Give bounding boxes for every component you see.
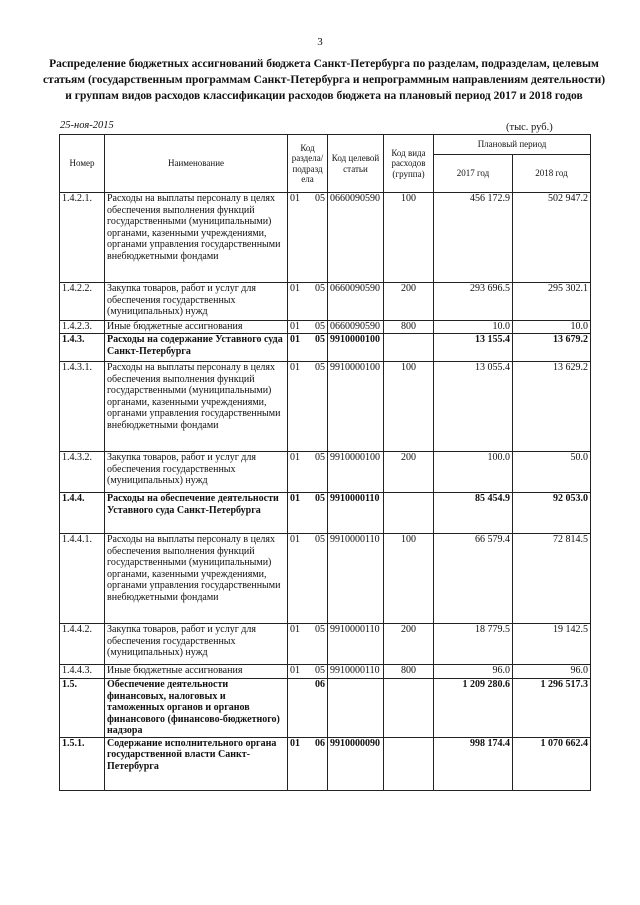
header-cs: Код целевой статьи bbox=[328, 135, 384, 193]
document-date: 25-ноя-2015 bbox=[60, 120, 114, 131]
row-vid: 800 bbox=[384, 321, 434, 334]
table-row bbox=[60, 193, 591, 283]
row-2017: 85 454.9 bbox=[434, 493, 513, 534]
row-2018: 72 814.5 bbox=[513, 534, 591, 624]
row-razdel-code: 01 bbox=[290, 534, 300, 545]
row-number: 1.4.4.3. bbox=[60, 665, 105, 679]
row-razdel-code: 01 bbox=[290, 624, 300, 635]
row-2017: 456 172.9 bbox=[434, 193, 513, 283]
row-razdel bbox=[288, 193, 328, 283]
row-podrazdel-code: 05 bbox=[315, 665, 325, 676]
row-podrazdel-code: 05 bbox=[315, 193, 325, 204]
row-2018: 295 302.1 bbox=[513, 283, 591, 321]
row-2017: 18 779.5 bbox=[434, 624, 513, 665]
row-vid bbox=[384, 679, 434, 738]
row-number: 1.4.4.2. bbox=[60, 624, 105, 665]
row-vid: 100 bbox=[384, 362, 434, 452]
row-vid bbox=[384, 334, 434, 362]
row-2017: 10.0 bbox=[434, 321, 513, 334]
document-title: Распределение бюджетных ассигнований бюджета Санкт-Петербурга по разделам, подразделам, целевым статьям (государственным программам Санкт-Петербурга и непрограммным направлениям деятельности) и группам видов расходов классификации расходов бюджета на плановый период 2017 и 2018 годов bbox=[42, 58, 606, 102]
row-2018: 10.0 bbox=[513, 321, 591, 334]
row-podrazdel-code: 05 bbox=[315, 362, 325, 373]
row-cs: 0660090590 bbox=[328, 283, 384, 321]
row-name: Расходы на выплаты персоналу в целях обеспечения выполнения функций государственными (муниципальными) органами, казенными учреждениями, органами управления государственными внебюджетными фондами bbox=[105, 534, 288, 624]
row-cs: 9910000110 bbox=[328, 534, 384, 624]
row-name: Иные бюджетные ассигнования bbox=[105, 665, 288, 679]
row-razdel-code: 01 bbox=[290, 665, 300, 676]
row-2017: 66 579.4 bbox=[434, 534, 513, 624]
header-razdel: Код раздела/ подразд ела bbox=[288, 135, 328, 193]
row-podrazdel-code: 05 bbox=[315, 452, 325, 463]
table-row bbox=[60, 493, 591, 534]
row-razdel bbox=[288, 334, 328, 362]
row-cs: 9910000090 bbox=[328, 737, 384, 790]
row-razdel bbox=[288, 452, 328, 493]
row-number: 1.4.3.2. bbox=[60, 452, 105, 493]
row-podrazdel-code: 06 bbox=[315, 679, 325, 690]
header-name: Наименование bbox=[105, 135, 288, 193]
row-name: Расходы на содержание Уставного суда Санкт-Петербурга bbox=[105, 334, 288, 362]
row-vid bbox=[384, 493, 434, 534]
row-name: Закупка товаров, работ и услуг для обеспечения государственных (муниципальных) нужд bbox=[105, 452, 288, 493]
row-name: Закупка товаров, работ и услуг для обеспечения государственных (муниципальных) нужд bbox=[105, 624, 288, 665]
row-razdel bbox=[288, 624, 328, 665]
row-name: Расходы на обеспечение деятельности Уставного суда Санкт-Петербурга bbox=[105, 493, 288, 534]
page-number: 3 bbox=[317, 36, 323, 48]
header-period: Плановый период bbox=[434, 135, 591, 155]
row-2018: 13 679.2 bbox=[513, 334, 591, 362]
row-2018: 1 296 517.3 bbox=[513, 679, 591, 738]
row-name: Расходы на выплаты персоналу в целях обеспечения выполнения функций государственными (муниципальными) органами, казенными учреждениями, органами управления государственными внебюджетными фондами bbox=[105, 193, 288, 283]
row-razdel bbox=[288, 665, 328, 679]
row-number: 1.4.4.1. bbox=[60, 534, 105, 624]
row-name: Содержание исполнительного органа государственной власти Санкт-Петербурга bbox=[105, 737, 288, 790]
header-2018: 2018 год bbox=[513, 155, 591, 193]
row-number: 1.4.3.1. bbox=[60, 362, 105, 452]
row-2018: 502 947.2 bbox=[513, 193, 591, 283]
row-vid: 100 bbox=[384, 193, 434, 283]
row-2017: 998 174.4 bbox=[434, 737, 513, 790]
row-cs: 9910000100 bbox=[328, 362, 384, 452]
row-vid: 200 bbox=[384, 283, 434, 321]
table-row bbox=[60, 737, 591, 790]
row-number: 1.4.4. bbox=[60, 493, 105, 534]
row-podrazdel-code: 05 bbox=[315, 334, 325, 345]
row-razdel-code: 01 bbox=[290, 283, 300, 294]
row-2017: 1 209 280.6 bbox=[434, 679, 513, 738]
row-razdel bbox=[288, 737, 328, 790]
table-row bbox=[60, 362, 591, 452]
units-label: (тыс. руб.) bbox=[506, 122, 553, 133]
table-row bbox=[60, 679, 591, 738]
row-cs bbox=[328, 679, 384, 738]
row-name: Закупка товаров, работ и услуг для обеспечения государственных (муниципальных) нужд bbox=[105, 283, 288, 321]
row-razdel-code: 01 bbox=[290, 193, 300, 204]
row-podrazdel-code: 05 bbox=[315, 283, 325, 294]
header-vid: Код вида расходов (группа) bbox=[384, 135, 434, 193]
row-razdel-code: 01 bbox=[290, 334, 300, 345]
row-2017: 100.0 bbox=[434, 452, 513, 493]
row-number: 1.4.3. bbox=[60, 334, 105, 362]
row-razdel-code: 01 bbox=[290, 737, 300, 749]
row-vid: 200 bbox=[384, 452, 434, 493]
row-cs: 9910000110 bbox=[328, 624, 384, 665]
row-cs: 0660090590 bbox=[328, 321, 384, 334]
row-podrazdel-code: 05 bbox=[315, 534, 325, 545]
row-razdel bbox=[288, 362, 328, 452]
row-number: 1.5. bbox=[60, 679, 105, 738]
row-name: Расходы на выплаты персоналу в целях обеспечения выполнения функций государственными (муниципальными) органами, казенными учреждениями, органами управления государственными внебюджетными фондами bbox=[105, 362, 288, 452]
row-number: 1.4.2.1. bbox=[60, 193, 105, 283]
row-razdel-code: 01 bbox=[290, 452, 300, 463]
row-vid: 100 bbox=[384, 534, 434, 624]
row-vid: 200 bbox=[384, 624, 434, 665]
row-2017: 293 696.5 bbox=[434, 283, 513, 321]
row-cs: 9910000110 bbox=[328, 665, 384, 679]
row-razdel bbox=[288, 534, 328, 624]
row-2018: 13 629.2 bbox=[513, 362, 591, 452]
header-num: Номер bbox=[60, 135, 105, 193]
row-razdel bbox=[288, 283, 328, 321]
row-razdel-code: 01 bbox=[290, 321, 300, 332]
row-razdel-code: 01 bbox=[290, 493, 300, 504]
row-podrazdel-code: 06 bbox=[315, 737, 325, 749]
table-row bbox=[60, 534, 591, 624]
table-row bbox=[60, 665, 591, 679]
row-2017: 13 055.4 bbox=[434, 362, 513, 452]
row-razdel bbox=[288, 321, 328, 334]
table-row bbox=[60, 452, 591, 493]
row-razdel bbox=[288, 679, 328, 738]
row-2017: 13 155.4 bbox=[434, 334, 513, 362]
row-razdel-code: 01 bbox=[290, 362, 300, 373]
row-vid: 800 bbox=[384, 665, 434, 679]
table-row bbox=[60, 334, 591, 362]
row-podrazdel-code: 05 bbox=[315, 321, 325, 332]
row-podrazdel-code: 05 bbox=[315, 624, 325, 635]
table-row bbox=[60, 624, 591, 665]
row-2018: 19 142.5 bbox=[513, 624, 591, 665]
row-2018: 1 070 662.4 bbox=[513, 737, 591, 790]
header-2017: 2017 год bbox=[434, 155, 513, 193]
row-name: Обеспечение деятельности финансовых, налоговых и таможенных органов и органов финансового (финансово-бюджетного) надзора bbox=[105, 679, 288, 738]
row-name: Иные бюджетные ассигнования bbox=[105, 321, 288, 334]
row-number: 1.5.1. bbox=[60, 737, 105, 790]
row-number: 1.4.2.3. bbox=[60, 321, 105, 334]
row-vid bbox=[384, 737, 434, 790]
table-row bbox=[60, 321, 591, 334]
row-2017: 96.0 bbox=[434, 665, 513, 679]
row-cs: 9910000100 bbox=[328, 452, 384, 493]
row-number: 1.4.2.2. bbox=[60, 283, 105, 321]
row-2018: 50.0 bbox=[513, 452, 591, 493]
row-podrazdel-code: 05 bbox=[315, 493, 325, 504]
table-row bbox=[60, 283, 591, 321]
row-razdel bbox=[288, 493, 328, 534]
row-2018: 96.0 bbox=[513, 665, 591, 679]
budget-table bbox=[59, 134, 591, 791]
row-cs: 0660090590 bbox=[328, 193, 384, 283]
row-cs: 9910000110 bbox=[328, 493, 384, 534]
row-cs: 9910000100 bbox=[328, 334, 384, 362]
row-2018: 92 053.0 bbox=[513, 493, 591, 534]
